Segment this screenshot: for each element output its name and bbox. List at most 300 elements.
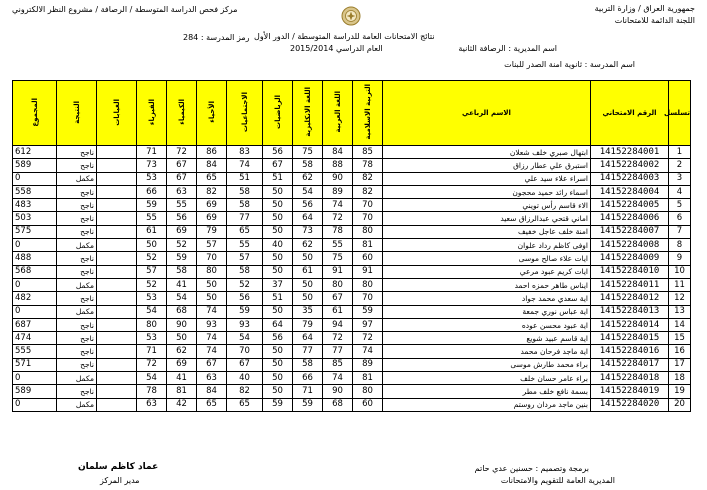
col-name: الاسم الرباعي bbox=[383, 81, 591, 146]
grade-cell: 56 bbox=[227, 292, 263, 305]
grade-cell: 58 bbox=[293, 358, 323, 371]
grade-cell: 52 bbox=[137, 252, 167, 265]
grade-cell: 97 bbox=[353, 318, 383, 331]
ministry-title: جمهورية العراق / وزارة التربية bbox=[594, 4, 695, 13]
result-cell: ناجح bbox=[57, 199, 97, 212]
result-cell: ناجح bbox=[57, 265, 97, 278]
grade-cell: 89 bbox=[323, 185, 353, 198]
grade-cell: 82 bbox=[197, 185, 227, 198]
absence-cell bbox=[97, 265, 137, 278]
result-cell: مكمل bbox=[57, 398, 97, 411]
grade-cell: 50 bbox=[293, 252, 323, 265]
col-result: النتيجة bbox=[57, 81, 97, 146]
grade-cell: 67 bbox=[167, 159, 197, 172]
table-row bbox=[13, 185, 691, 198]
grade-cell: 74 bbox=[197, 332, 227, 345]
exam-number: 14152284005 bbox=[591, 199, 669, 212]
col-total: المجموع bbox=[13, 81, 57, 146]
exam-number: 14152284002 bbox=[591, 159, 669, 172]
col-islamic: التربية الاسلامية bbox=[353, 81, 383, 146]
student-name: اوفى كاظم رداد علوان bbox=[383, 239, 591, 252]
total-cell: 568 bbox=[13, 265, 57, 278]
academic-year: العام الدراسي 2015/2014 bbox=[290, 44, 383, 53]
grade-cell: 79 bbox=[197, 225, 227, 238]
grade-cell: 84 bbox=[197, 385, 227, 398]
result-cell: ناجح bbox=[57, 185, 97, 198]
student-name: براء عامر حسان خلف bbox=[383, 372, 591, 385]
grade-cell: 73 bbox=[293, 225, 323, 238]
directorate-label: اسم المديرية : الرصافة الثانية bbox=[458, 44, 557, 53]
total-cell: 483 bbox=[13, 199, 57, 212]
seq: 20 bbox=[669, 398, 691, 411]
grade-cell: 37 bbox=[263, 278, 293, 291]
total-cell: 555 bbox=[13, 345, 57, 358]
grade-cell: 50 bbox=[293, 292, 323, 305]
table-row bbox=[13, 358, 691, 371]
grade-cell: 55 bbox=[323, 239, 353, 252]
grade-cell: 59 bbox=[353, 305, 383, 318]
absence-cell bbox=[97, 239, 137, 252]
grade-cell: 70 bbox=[227, 345, 263, 358]
absence-cell bbox=[97, 212, 137, 225]
grade-cell: 54 bbox=[293, 185, 323, 198]
grade-cell: 56 bbox=[263, 146, 293, 159]
result-cell: مكمل bbox=[57, 239, 97, 252]
col-arabic: اللغة العربية bbox=[323, 81, 353, 146]
result-cell: مكمل bbox=[57, 172, 97, 185]
result-cell: ناجح bbox=[57, 225, 97, 238]
grade-cell: 50 bbox=[263, 199, 293, 212]
grade-cell: 64 bbox=[293, 212, 323, 225]
absence-cell bbox=[97, 332, 137, 345]
prepared-by: برمجة وتصميم : حسنين عدي حاتم bbox=[474, 464, 589, 473]
student-name: اسراء علاء سيد علي bbox=[383, 172, 591, 185]
seq: 1 bbox=[669, 146, 691, 159]
grade-cell: 53 bbox=[137, 332, 167, 345]
grade-cell: 80 bbox=[353, 225, 383, 238]
grade-cell: 57 bbox=[137, 265, 167, 278]
table-row bbox=[13, 278, 691, 291]
exam-number: 14152284010 bbox=[591, 265, 669, 278]
grade-cell: 61 bbox=[137, 225, 167, 238]
exam-number: 14152284003 bbox=[591, 172, 669, 185]
seq: 10 bbox=[669, 265, 691, 278]
grade-cell: 74 bbox=[197, 305, 227, 318]
grade-cell: 66 bbox=[293, 372, 323, 385]
absence-cell bbox=[97, 278, 137, 291]
grade-cell: 54 bbox=[137, 372, 167, 385]
student-name: اية قاسم عبيد شويع bbox=[383, 332, 591, 345]
grade-cell: 90 bbox=[167, 318, 197, 331]
grade-cell: 61 bbox=[323, 305, 353, 318]
grade-cell: 61 bbox=[293, 265, 323, 278]
grade-cell: 72 bbox=[353, 332, 383, 345]
total-cell: 0 bbox=[13, 239, 57, 252]
table-row bbox=[13, 172, 691, 185]
col-chemistry: الكيمياء bbox=[167, 81, 197, 146]
grade-cell: 40 bbox=[227, 372, 263, 385]
total-cell: 589 bbox=[13, 159, 57, 172]
grade-cell: 74 bbox=[197, 345, 227, 358]
grade-cell: 55 bbox=[167, 199, 197, 212]
grade-cell: 55 bbox=[227, 239, 263, 252]
table-header-row bbox=[13, 81, 691, 146]
table-row bbox=[13, 385, 691, 398]
grade-cell: 71 bbox=[137, 345, 167, 358]
grade-cell: 67 bbox=[263, 159, 293, 172]
grade-cell: 93 bbox=[227, 318, 263, 331]
grade-cell: 93 bbox=[197, 318, 227, 331]
grade-cell: 56 bbox=[167, 212, 197, 225]
absence-cell bbox=[97, 185, 137, 198]
grade-cell: 85 bbox=[353, 146, 383, 159]
grade-cell: 81 bbox=[353, 239, 383, 252]
result-cell: ناجح bbox=[57, 358, 97, 371]
exam-number: 14152284008 bbox=[591, 239, 669, 252]
student-name: اية سعدي محمد جواد bbox=[383, 292, 591, 305]
grade-cell: 81 bbox=[353, 372, 383, 385]
absence-cell bbox=[97, 159, 137, 172]
col-english: اللغة الانكليزية bbox=[293, 81, 323, 146]
grade-cell: 67 bbox=[323, 292, 353, 305]
grade-cell: 52 bbox=[167, 239, 197, 252]
signer-name: عماد كاظم سلمان bbox=[78, 462, 159, 472]
result-cell: مكمل bbox=[57, 372, 97, 385]
grade-cell: 74 bbox=[323, 199, 353, 212]
table-row bbox=[13, 159, 691, 172]
grade-cell: 50 bbox=[263, 372, 293, 385]
seq: 12 bbox=[669, 292, 691, 305]
grade-cell: 50 bbox=[167, 332, 197, 345]
student-name: اسماء رائد حميد محجون bbox=[383, 185, 591, 198]
grade-cell: 67 bbox=[197, 358, 227, 371]
student-name: ابتهال صبري خلف شعلان bbox=[383, 146, 591, 159]
result-cell: ناجح bbox=[57, 292, 97, 305]
grade-cell: 52 bbox=[137, 278, 167, 291]
result-cell: ناجح bbox=[57, 252, 97, 265]
grade-cell: 58 bbox=[227, 265, 263, 278]
total-cell: 0 bbox=[13, 372, 57, 385]
grade-cell: 81 bbox=[167, 385, 197, 398]
student-name: ايناس طاهر حمزه احمد bbox=[383, 278, 591, 291]
grade-cell: 60 bbox=[353, 252, 383, 265]
absence-cell bbox=[97, 252, 137, 265]
student-name: بسمة نافع خلف مطر bbox=[383, 385, 591, 398]
grade-cell: 35 bbox=[293, 305, 323, 318]
grade-cell: 71 bbox=[137, 146, 167, 159]
school-label: اسم المدرسة : ثانوية امنة الصدر للبنات bbox=[504, 60, 635, 69]
grade-cell: 89 bbox=[353, 358, 383, 371]
grade-cell: 50 bbox=[263, 185, 293, 198]
grade-cell: 74 bbox=[227, 159, 263, 172]
absence-cell bbox=[97, 305, 137, 318]
col-social: الاجتماعيات bbox=[227, 81, 263, 146]
total-cell: 575 bbox=[13, 225, 57, 238]
grade-cell: 58 bbox=[227, 199, 263, 212]
absence-cell bbox=[97, 146, 137, 159]
table-row bbox=[13, 318, 691, 331]
grade-cell: 50 bbox=[263, 212, 293, 225]
student-name: بنين ماجد مردان روستم bbox=[383, 398, 591, 411]
grade-cell: 69 bbox=[197, 199, 227, 212]
result-cell: ناجح bbox=[57, 159, 97, 172]
grade-cell: 69 bbox=[167, 358, 197, 371]
grade-cell: 63 bbox=[197, 372, 227, 385]
grade-cell: 41 bbox=[167, 372, 197, 385]
grade-cell: 84 bbox=[323, 146, 353, 159]
grade-cell: 59 bbox=[227, 305, 263, 318]
grade-cell: 78 bbox=[137, 385, 167, 398]
grade-cell: 64 bbox=[263, 318, 293, 331]
total-cell: 0 bbox=[13, 305, 57, 318]
grade-cell: 50 bbox=[263, 385, 293, 398]
seq: 13 bbox=[669, 305, 691, 318]
col-biology: الفيزياء bbox=[137, 81, 167, 146]
results-table bbox=[12, 80, 691, 412]
grade-cell: 65 bbox=[227, 398, 263, 411]
grade-cell: 54 bbox=[167, 292, 197, 305]
grade-cell: 59 bbox=[167, 252, 197, 265]
grade-cell: 69 bbox=[197, 212, 227, 225]
table-row bbox=[13, 398, 691, 411]
exam-number: 14152284015 bbox=[591, 332, 669, 345]
total-cell: 0 bbox=[13, 398, 57, 411]
grade-cell: 70 bbox=[353, 292, 383, 305]
total-cell: 589 bbox=[13, 385, 57, 398]
grade-cell: 62 bbox=[167, 345, 197, 358]
grade-cell: 51 bbox=[263, 292, 293, 305]
absence-cell bbox=[97, 172, 137, 185]
grade-cell: 75 bbox=[293, 146, 323, 159]
grade-cell: 50 bbox=[197, 292, 227, 305]
result-cell: ناجح bbox=[57, 212, 97, 225]
grade-cell: 59 bbox=[137, 199, 167, 212]
exam-number: 14152284018 bbox=[591, 372, 669, 385]
table-row bbox=[13, 372, 691, 385]
grade-cell: 82 bbox=[353, 172, 383, 185]
student-name: استبرق علي عطار رزاق bbox=[383, 159, 591, 172]
grade-cell: 50 bbox=[263, 358, 293, 371]
table-row bbox=[13, 305, 691, 318]
grade-cell: 50 bbox=[197, 278, 227, 291]
student-name: ايات علاء صالح موسى bbox=[383, 252, 591, 265]
signer-title: مدير المركز bbox=[100, 476, 140, 485]
exam-number: 14152284016 bbox=[591, 345, 669, 358]
total-cell: 0 bbox=[13, 172, 57, 185]
exam-number: 14152284011 bbox=[591, 278, 669, 291]
result-cell: ناجح bbox=[57, 385, 97, 398]
grade-cell: 82 bbox=[227, 385, 263, 398]
grade-cell: 54 bbox=[137, 305, 167, 318]
grade-cell: 50 bbox=[263, 345, 293, 358]
ministry-seal-icon bbox=[341, 6, 361, 26]
seq: 2 bbox=[669, 159, 691, 172]
table-row bbox=[13, 212, 691, 225]
absence-cell bbox=[97, 225, 137, 238]
grade-cell: 86 bbox=[197, 146, 227, 159]
grade-cell: 72 bbox=[323, 332, 353, 345]
grade-cell: 91 bbox=[323, 265, 353, 278]
total-cell: 482 bbox=[13, 292, 57, 305]
seq: 4 bbox=[669, 185, 691, 198]
total-cell: 612 bbox=[13, 146, 57, 159]
seq: 3 bbox=[669, 172, 691, 185]
seq: 16 bbox=[669, 345, 691, 358]
seq: 5 bbox=[669, 199, 691, 212]
grade-cell: 62 bbox=[293, 172, 323, 185]
grade-cell: 52 bbox=[227, 278, 263, 291]
exam-number: 14152284009 bbox=[591, 252, 669, 265]
grade-cell: 50 bbox=[263, 305, 293, 318]
student-name: اية ماجد فرحان محمد bbox=[383, 345, 591, 358]
grade-cell: 78 bbox=[323, 225, 353, 238]
result-cell: مكمل bbox=[57, 278, 97, 291]
exam-number: 14152284006 bbox=[591, 212, 669, 225]
grade-cell: 53 bbox=[137, 172, 167, 185]
student-name: اية عباس نوري جمعة bbox=[383, 305, 591, 318]
grade-cell: 51 bbox=[227, 172, 263, 185]
grade-cell: 41 bbox=[167, 278, 197, 291]
grade-cell: 56 bbox=[263, 332, 293, 345]
result-cell: مكمل bbox=[57, 305, 97, 318]
result-cell: ناجح bbox=[57, 332, 97, 345]
grade-cell: 90 bbox=[323, 385, 353, 398]
grade-cell: 70 bbox=[353, 212, 383, 225]
grade-cell: 65 bbox=[227, 225, 263, 238]
total-cell: 571 bbox=[13, 358, 57, 371]
grade-cell: 71 bbox=[293, 385, 323, 398]
grade-cell: 80 bbox=[197, 265, 227, 278]
grade-cell: 58 bbox=[167, 265, 197, 278]
grade-cell: 56 bbox=[293, 199, 323, 212]
absence-cell bbox=[97, 358, 137, 371]
grade-cell: 62 bbox=[293, 239, 323, 252]
grade-cell: 59 bbox=[263, 398, 293, 411]
grade-cell: 85 bbox=[323, 358, 353, 371]
student-name: ايات كريم عبود مرعي bbox=[383, 265, 591, 278]
total-cell: 558 bbox=[13, 185, 57, 198]
grade-cell: 80 bbox=[323, 278, 353, 291]
grade-cell: 50 bbox=[263, 252, 293, 265]
grade-cell: 50 bbox=[263, 265, 293, 278]
grade-cell: 55 bbox=[137, 212, 167, 225]
exam-number: 14152284004 bbox=[591, 185, 669, 198]
grade-cell: 70 bbox=[353, 199, 383, 212]
total-cell: 488 bbox=[13, 252, 57, 265]
exam-number: 14152284013 bbox=[591, 305, 669, 318]
total-cell: 503 bbox=[13, 212, 57, 225]
grade-cell: 54 bbox=[227, 332, 263, 345]
results-title: نتائج الامتحانات العامة للدراسة المتوسطة / الدور الأول bbox=[254, 32, 435, 41]
col-absence: الغيابات bbox=[97, 81, 137, 146]
exam-number: 14152284017 bbox=[591, 358, 669, 371]
table-row bbox=[13, 345, 691, 358]
committee-title: اللجنة الدائمة للامتحانات bbox=[614, 16, 695, 25]
grade-cell: 42 bbox=[167, 398, 197, 411]
grade-cell: 66 bbox=[137, 185, 167, 198]
seq: 18 bbox=[669, 372, 691, 385]
grade-cell: 57 bbox=[197, 239, 227, 252]
grade-cell: 77 bbox=[323, 345, 353, 358]
table-row bbox=[13, 146, 691, 159]
absence-cell bbox=[97, 398, 137, 411]
absence-cell bbox=[97, 372, 137, 385]
grade-cell: 60 bbox=[353, 398, 383, 411]
grade-cell: 67 bbox=[167, 172, 197, 185]
grade-cell: 69 bbox=[167, 225, 197, 238]
absence-cell bbox=[97, 292, 137, 305]
grade-cell: 78 bbox=[353, 159, 383, 172]
seq: 6 bbox=[669, 212, 691, 225]
result-cell: ناجح bbox=[57, 318, 97, 331]
grade-cell: 72 bbox=[323, 212, 353, 225]
grade-cell: 63 bbox=[167, 185, 197, 198]
absence-cell bbox=[97, 318, 137, 331]
col-math: الرياضيات bbox=[263, 81, 293, 146]
grade-cell: 83 bbox=[227, 146, 263, 159]
grade-cell: 80 bbox=[137, 318, 167, 331]
student-name: براء محمد طارش موسى bbox=[383, 358, 591, 371]
seq: 7 bbox=[669, 225, 691, 238]
seq: 14 bbox=[669, 318, 691, 331]
grade-cell: 58 bbox=[293, 159, 323, 172]
seq: 9 bbox=[669, 252, 691, 265]
grade-cell: 68 bbox=[323, 398, 353, 411]
seq: 15 bbox=[669, 332, 691, 345]
col-seq: تسلسل bbox=[669, 81, 691, 146]
grade-cell: 84 bbox=[197, 159, 227, 172]
grade-cell: 75 bbox=[323, 252, 353, 265]
student-name: امنة خلف عاجل خفيف bbox=[383, 225, 591, 238]
grade-cell: 50 bbox=[293, 278, 323, 291]
grade-cell: 63 bbox=[137, 398, 167, 411]
student-name: الاء قاسم رأس تويني bbox=[383, 199, 591, 212]
grade-cell: 40 bbox=[263, 239, 293, 252]
total-cell: 0 bbox=[13, 278, 57, 291]
absence-cell bbox=[97, 199, 137, 212]
grade-cell: 67 bbox=[227, 358, 263, 371]
seq: 8 bbox=[669, 239, 691, 252]
grade-cell: 73 bbox=[137, 159, 167, 172]
seq: 17 bbox=[669, 358, 691, 371]
footer-directorate: المديرية العامة للتقويم والامتحانات bbox=[500, 476, 615, 485]
table-row bbox=[13, 225, 691, 238]
grade-cell: 51 bbox=[263, 172, 293, 185]
grade-cell: 90 bbox=[323, 172, 353, 185]
table-row bbox=[13, 292, 691, 305]
grade-cell: 79 bbox=[293, 318, 323, 331]
grade-cell: 53 bbox=[137, 292, 167, 305]
grade-cell: 50 bbox=[263, 225, 293, 238]
result-cell: ناجح bbox=[57, 146, 97, 159]
exam-number: 14152284007 bbox=[591, 225, 669, 238]
grade-cell: 77 bbox=[293, 345, 323, 358]
grade-cell: 59 bbox=[293, 398, 323, 411]
grade-cell: 94 bbox=[323, 318, 353, 331]
grade-cell: 72 bbox=[167, 146, 197, 159]
grade-cell: 57 bbox=[227, 252, 263, 265]
seq: 11 bbox=[669, 278, 691, 291]
grade-cell: 65 bbox=[197, 398, 227, 411]
school-code: رمز المدرسة : 284 bbox=[183, 33, 250, 42]
col-exam-no: الرقم الامتحاني bbox=[591, 81, 669, 146]
grade-cell: 91 bbox=[353, 265, 383, 278]
result-cell: ناجح bbox=[57, 345, 97, 358]
grade-cell: 64 bbox=[293, 332, 323, 345]
total-cell: 687 bbox=[13, 318, 57, 331]
exam-number: 14152284012 bbox=[591, 292, 669, 305]
grade-cell: 74 bbox=[353, 345, 383, 358]
